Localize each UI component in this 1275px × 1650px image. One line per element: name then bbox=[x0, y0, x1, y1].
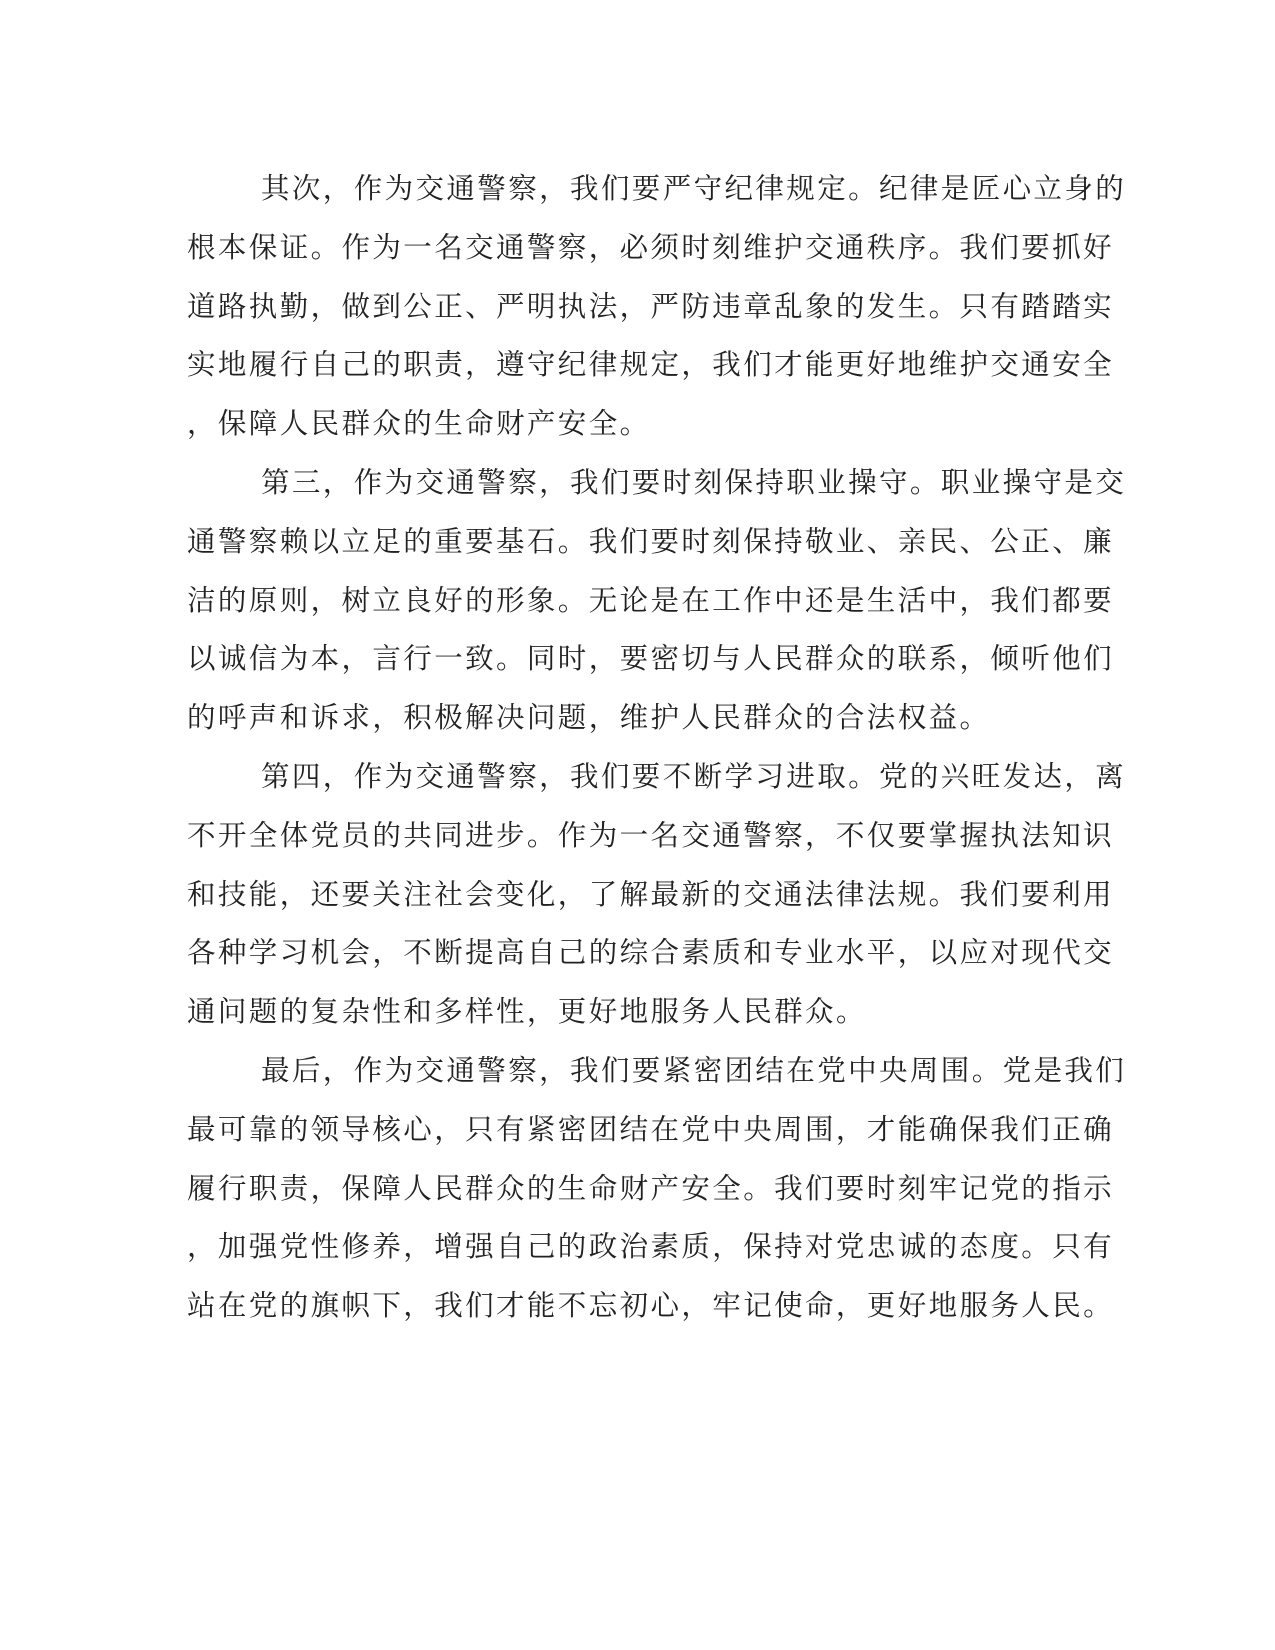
paragraph-discipline bbox=[187, 160, 1127, 454]
text-line: 履行职责，保障人民群众的生命财产安全。我们要时刻牢记党的指示 bbox=[187, 1171, 1115, 1205]
text-line: 不开全体党员的共同进步。作为一名交通警察，不仅要掌握执法知识 bbox=[187, 818, 1115, 852]
text-line: 洁的原则，树立良好的形象。无论是在工作中还是生活中，我们都要 bbox=[187, 583, 1115, 617]
text-line: 其次，作为交通警察，我们要严守纪律规定。纪律是匠心立身的 bbox=[261, 172, 1127, 205]
text-line: 的呼声和诉求，积极解决问题，维护人民群众的合法权益。 bbox=[187, 701, 991, 735]
text-line: 最可靠的领导核心，只有紧密团结在党中央周围，才能确保我们正确 bbox=[187, 1112, 1115, 1146]
text-line: 站在党的旗帜下，我们才能不忘初心，牢记使命，更好地服务人民。 bbox=[187, 1289, 1115, 1323]
text-line: 实地履行自己的职责，遵守纪律规定，我们才能更好地维护交通安全 bbox=[187, 348, 1115, 382]
text-line: 最后，作为交通警察，我们要紧密团结在党中央周围。党是我们 bbox=[261, 1053, 1127, 1087]
text-line: ，加强党性修养，增强自己的政治素质，保持对党忠诚的态度。只有 bbox=[187, 1230, 1115, 1264]
document-body bbox=[187, 160, 1127, 1336]
text-line: 各种学习机会，不断提高自己的综合素质和专业水平，以应对现代交 bbox=[187, 936, 1115, 970]
paragraph-professional-ethics bbox=[187, 454, 1127, 748]
paragraph-learning bbox=[187, 748, 1127, 1042]
text-line: 第四，作为交通警察，我们要不断学习进取。党的兴旺发达，离 bbox=[261, 759, 1127, 793]
text-line: 以诚信为本，言行一致。同时，要密切与人民群众的联系，倾听他们 bbox=[187, 642, 1115, 676]
paragraph-unity bbox=[187, 1042, 1127, 1336]
text-line: 通问题的复杂性和多样性，更好地服务人民群众。 bbox=[187, 995, 867, 1029]
text-line: 道路执勤，做到公正、严明执法，严防违章乱象的发生。只有踏踏实 bbox=[187, 289, 1115, 323]
text-line: 根本保证。作为一名交通警察，必须时刻维护交通秩序。我们要抓好 bbox=[187, 230, 1115, 264]
text-line: 和技能，还要关注社会变化，了解最新的交通法律法规。我们要利用 bbox=[187, 877, 1115, 911]
text-line: 通警察赖以立足的重要基石。我们要时刻保持敬业、亲民、公正、廉 bbox=[187, 524, 1115, 558]
text-line: 第三，作为交通警察，我们要时刻保持职业操守。职业操守是交 bbox=[261, 465, 1127, 499]
text-line: ，保障人民群众的生命财产安全。 bbox=[187, 407, 651, 441]
